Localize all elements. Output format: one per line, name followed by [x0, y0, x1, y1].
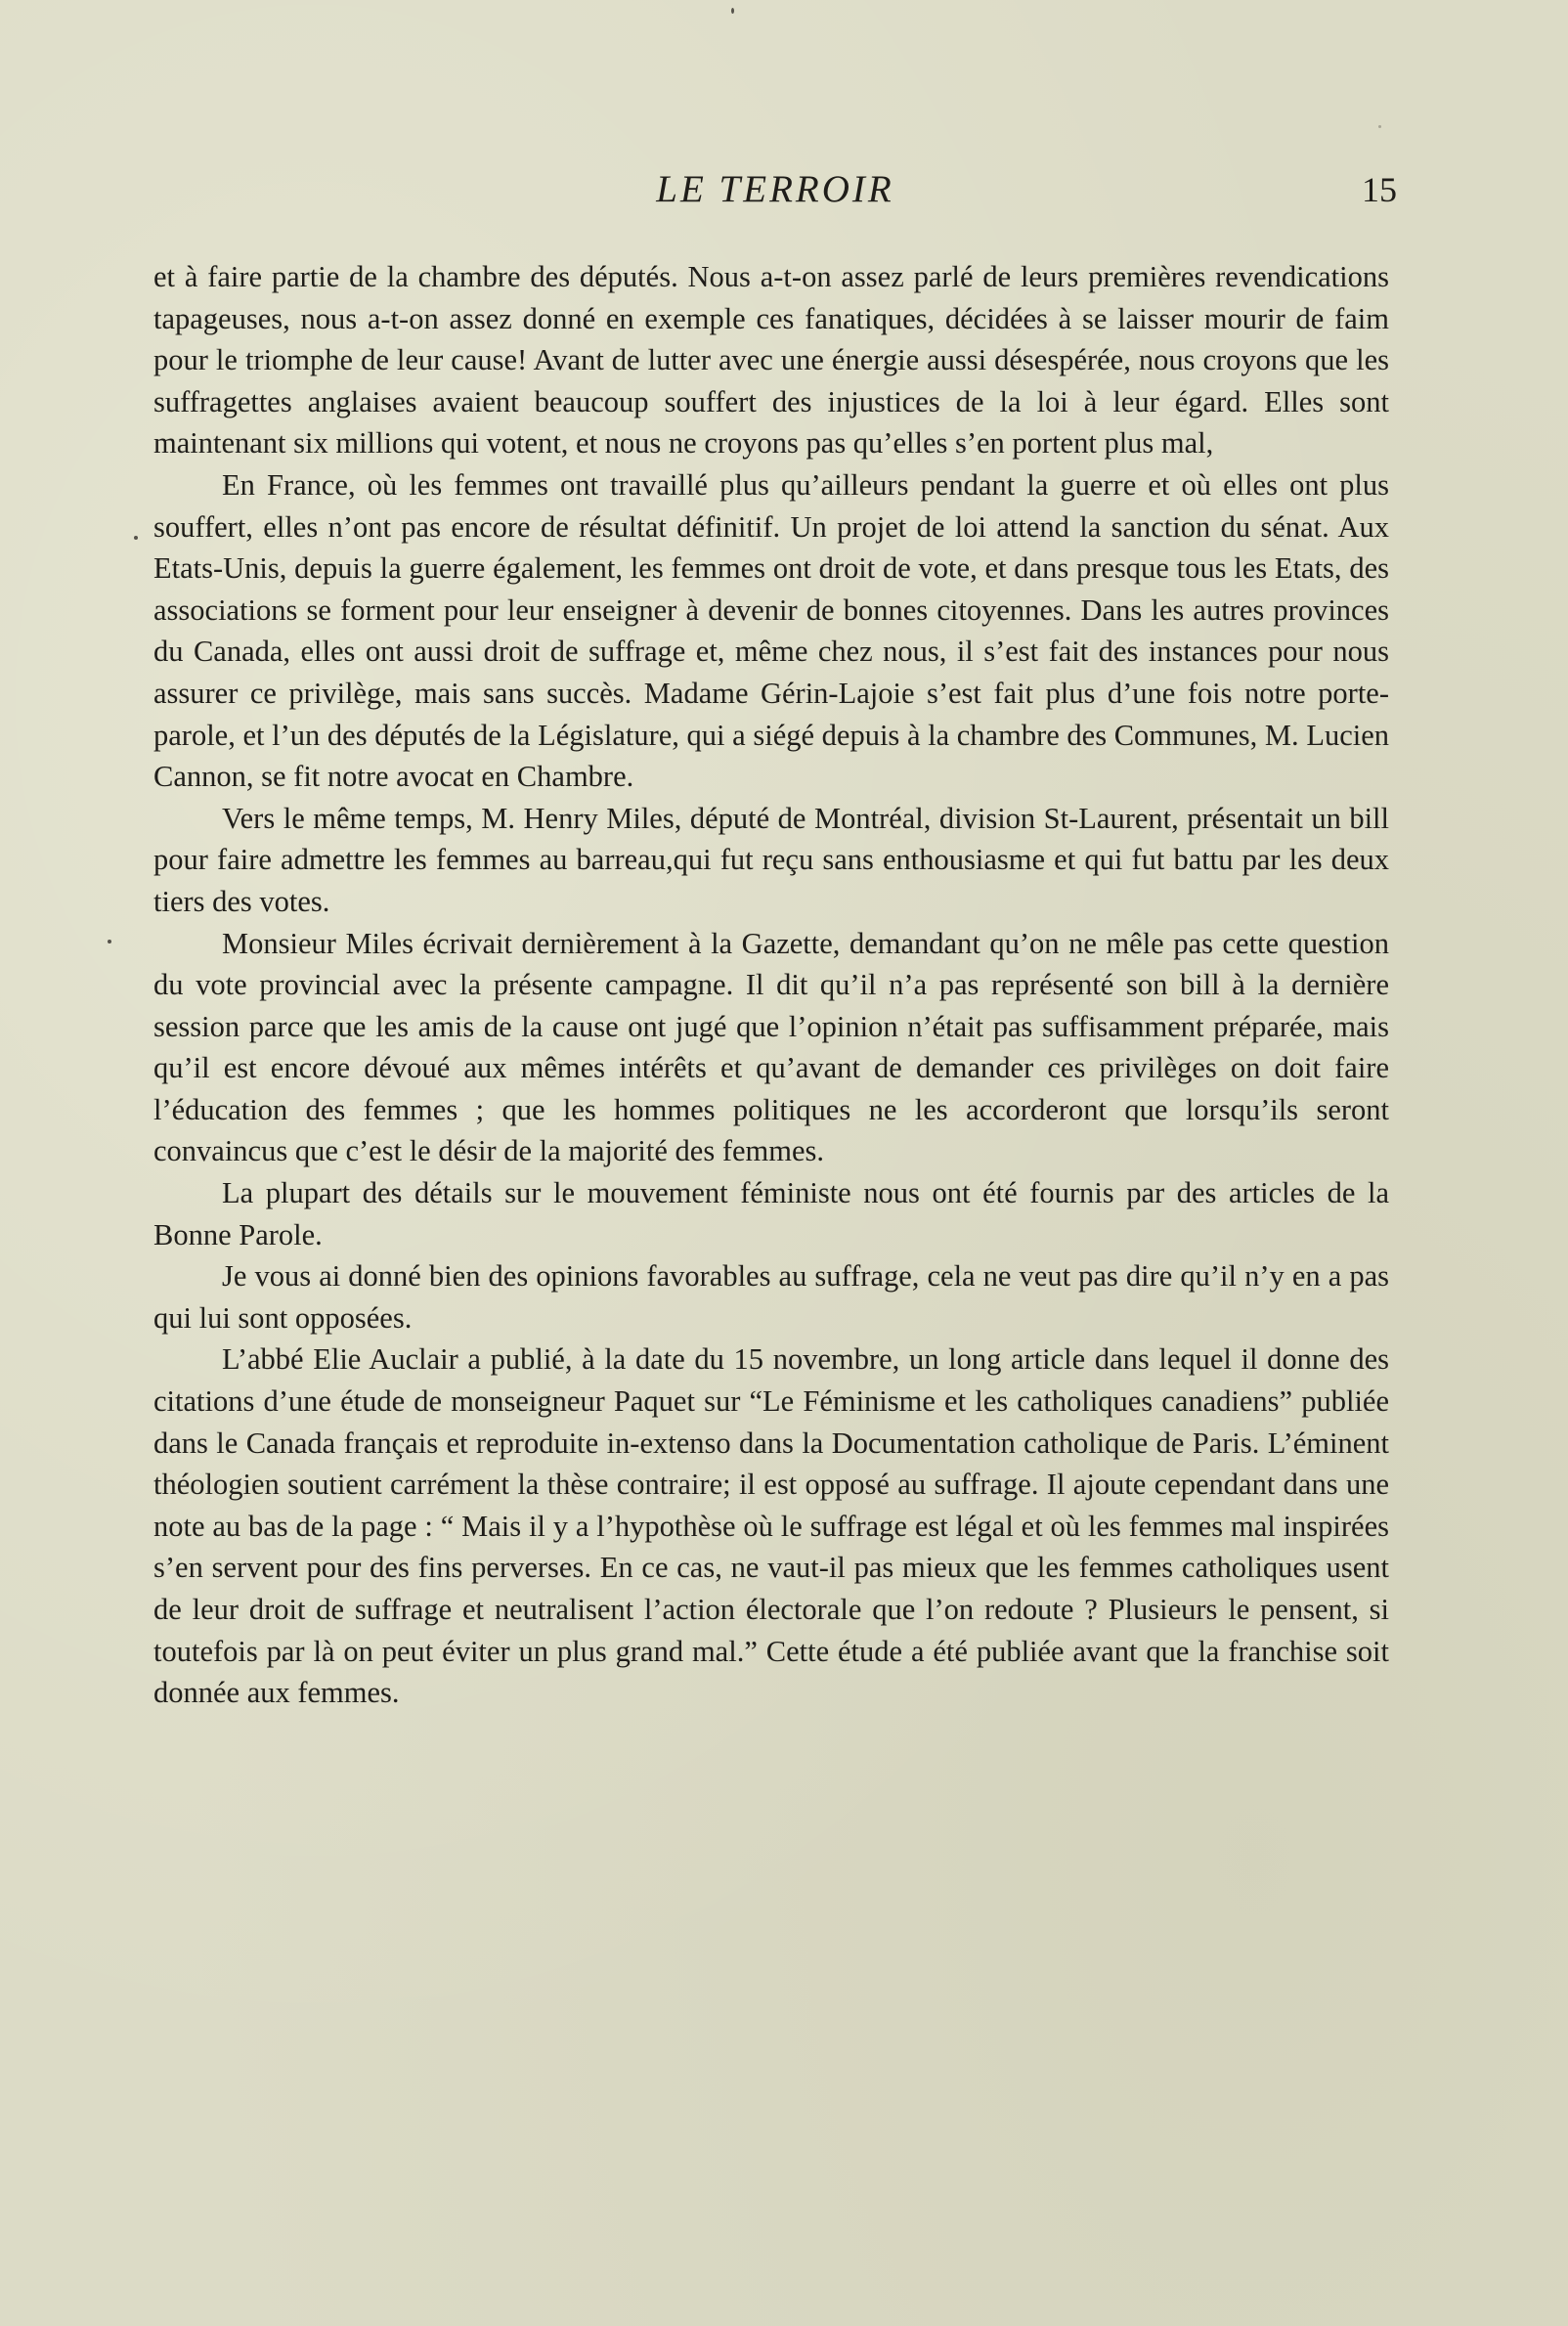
- paragraph-5: La plupart des détails sur le mouvement féministe nous ont été fournis par des articles de la Bonne Parole.: [153, 1176, 1389, 1251]
- running-title: LE TERROIR: [656, 168, 894, 210]
- paragraph-2: En France, où les femmes ont travaillé plus qu’ailleurs pendant la guerre et où elles ont plus souffert, elles n’ont pas encore de résultat définitif. Un projet de loi attend la sanction du sénat. Aux Etats-Unis, depuis la guerre également, les femmes ont droit de vote, et dans presque tous les Etats, des associations se forment pour leur enseigner à devenir de bonnes citoyennes. Dans les autres provinces du Canada, elles ont aussi droit de suffrage et, même chez nous, il s’est fait des instances pour nous assurer ce privilège, mais sans succès. Madame Gérin-Lajoie s’est fait plus d’une fois notre porte-parole, et l’un des députés de la Législature, qui a siégé depuis à la chambre des Communes, M. Lucien Cannon, se fit notre avocat en Chambre.: [153, 467, 1389, 794]
- paragraph-7: L’abbé Elie Auclair a publié, à la date du 15 novembre, un long article dans lequel il donne des citations d’une étude de monseigneur Paquet sur “Le Féminisme et les catholiques canadiens” publiée dans le Canada français et reproduite in-extenso dans la Documentation catholique de Paris. L’éminent théologien soutient carrément la thèse contraire; il est opposé au suffrage. Il ajoute cependant dans une note au bas de la page : “ Mais il y a l’hypothèse où le suffrage est légal et où les femmes mal inspirées s’en servent pour des fins perverses. En ce cas, ne vaut-il pas mieux que les femmes catholiques usent de leur droit de suffrage et neutralisent l’action électorale que l’on redoute ? Plusieurs le pensent, si toutefois par là on peut éviter un plus grand mal.” Cette étude a été publiée avant que la franchise soit donnée aux femmes.: [153, 1342, 1389, 1710]
- body-text: [153, 256, 1389, 1714]
- scan-speck: [108, 940, 111, 944]
- paragraph-6: Je vous ai donné bien des opinions favorables au suffrage, cela ne veut pas dire qu’il n’y en a pas qui lui sont opposées.: [153, 1259, 1389, 1335]
- scan-speck: [731, 8, 734, 14]
- paragraph-3: Vers le même temps, M. Henry Miles, député de Montréal, division St-Laurent, présentait un bill pour faire admettre les femmes au barreau,qui fut reçu sans enthousiasme et qui fut battu par les deux tiers des votes.: [153, 801, 1389, 918]
- paragraph-1: et à faire partie de la chambre des députés. Nous a-t-on assez parlé de leurs premières revendications tapageuses, nous a-t-on assez donné en exemple ces fanatiques, décidées à se laisser mourir de faim pour le triomphe de leur cause! Avant de lutter avec une énergie aussi désespérée, nous croyons que les suffragettes anglaises avaient beaucoup souffert des injustices de la loi à leur égard. Elles sont maintenant six millions qui votent, et nous ne croyons pas qu’elles s’en portent plus mal,: [153, 260, 1389, 461]
- page-header: [153, 166, 1397, 213]
- page-number: 15: [1362, 170, 1397, 209]
- scan-speck: [134, 536, 138, 540]
- scan-speck: [1378, 125, 1381, 128]
- paragraph-4: Monsieur Miles écrivait dernièrement à la Gazette, demandant qu’on ne mêle pas cette question du vote provincial avec la présente campagne. Il dit qu’il n’a pas représenté son bill à la dernière session parce que les amis de la cause ont jugé que l’opinion n’était pas suffisamment préparée, mais qu’il est encore dévoué aux mêmes intérêts et qu’avant de demander ces privilèges on doit faire l’éducation des femmes ; que les hommes politiques ne les accorderont que lorsqu’ils seront convaincus que c’est le désir de la majorité des femmes.: [153, 926, 1389, 1168]
